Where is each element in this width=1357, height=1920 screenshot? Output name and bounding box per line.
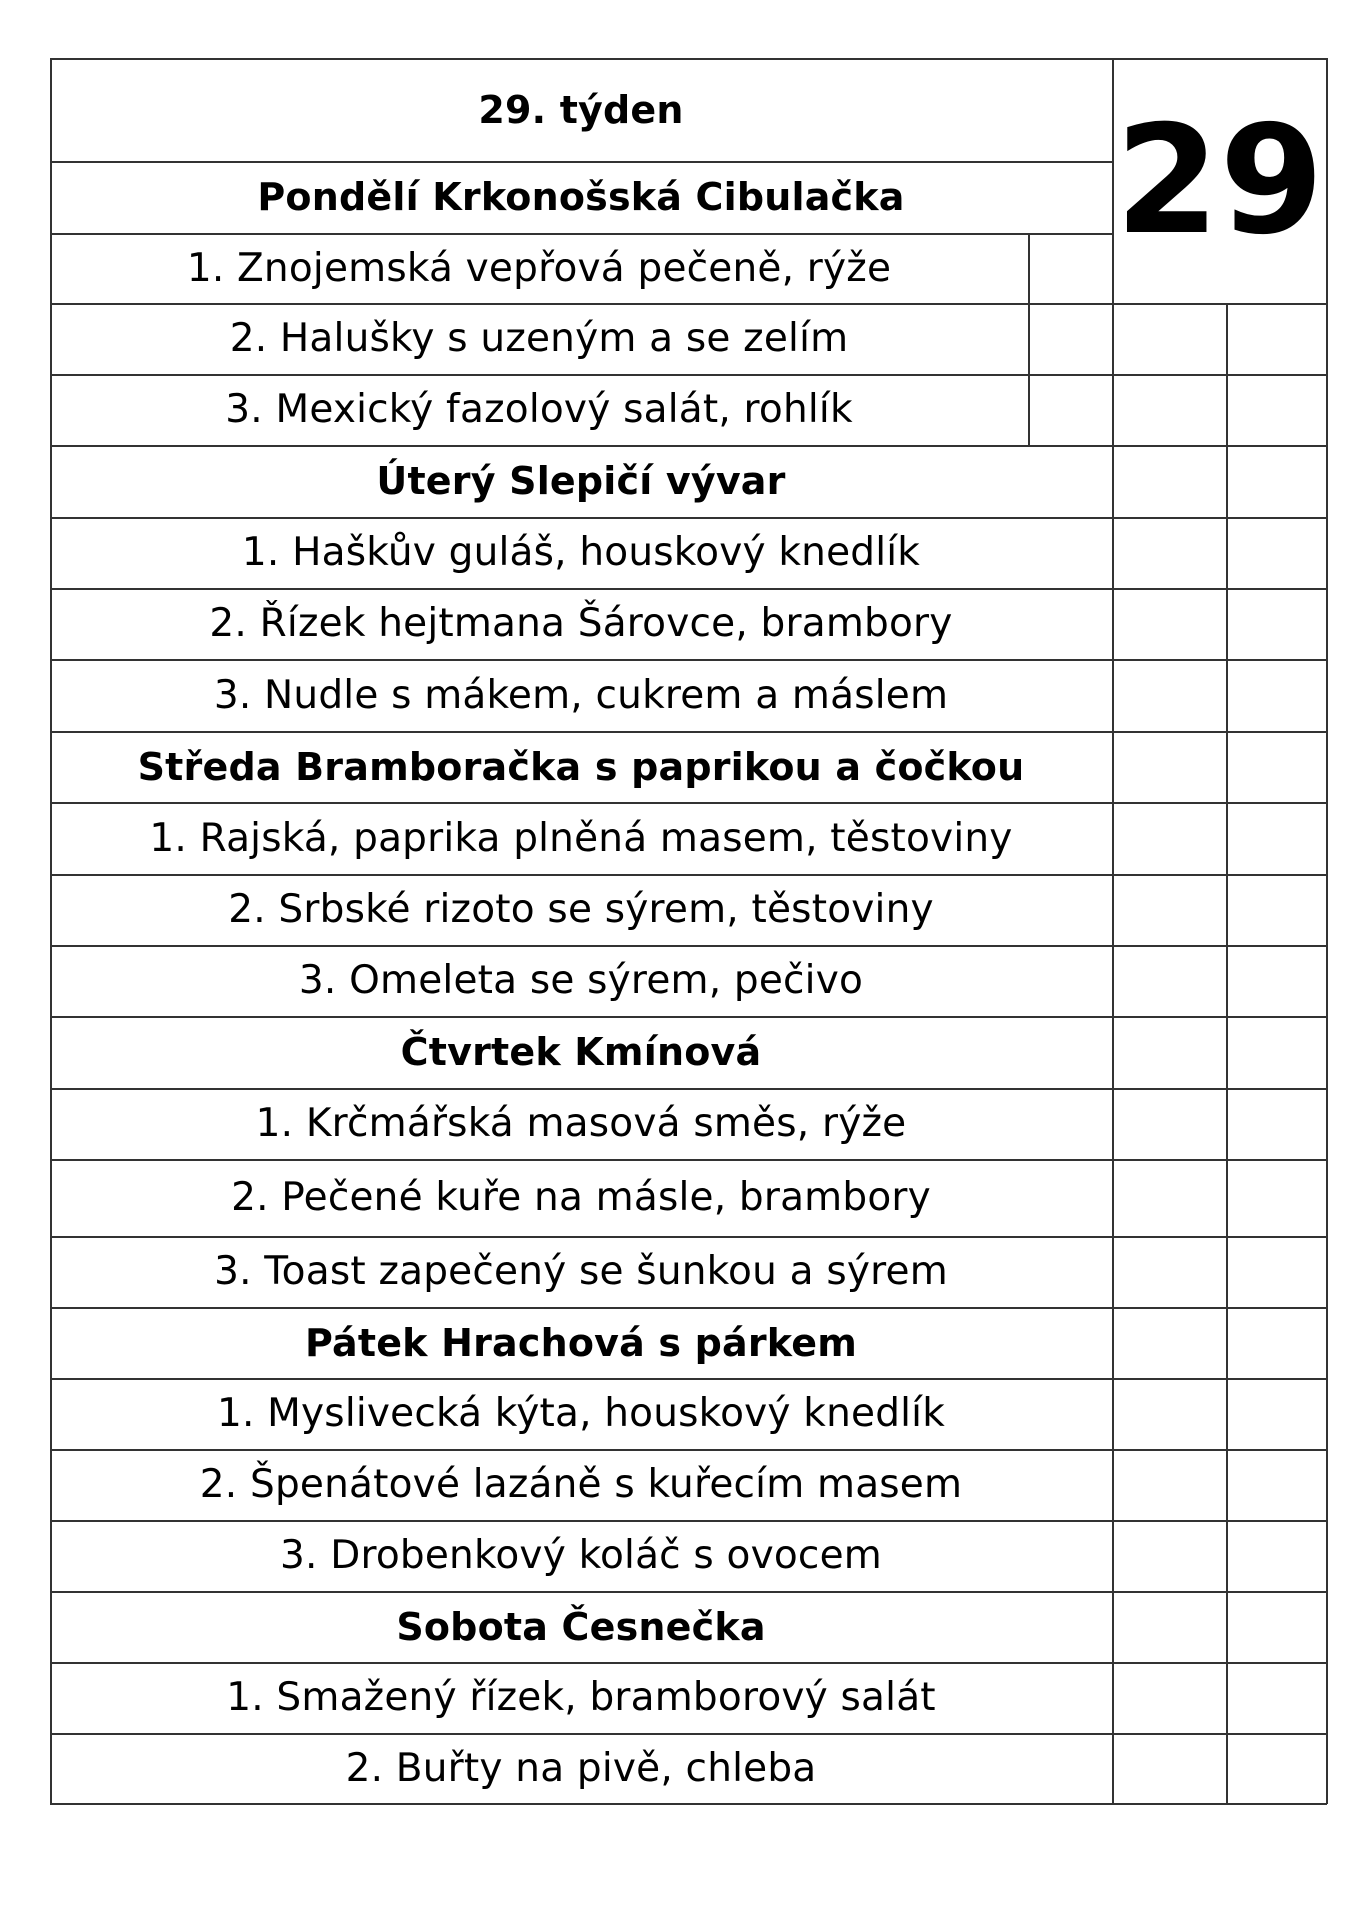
meal-item: 2. Pečené kuře na másle, brambory [231, 1175, 931, 1220]
meal-item: 3. Mexický fazolový salát, rohlík [225, 387, 853, 432]
day-soup-monday: Pondělí Krkonošská Cibulačka [257, 175, 905, 219]
meal-item: 2. Buřty na pivě, chleba [345, 1746, 817, 1791]
monday-checkbox-divider [1028, 233, 1030, 445]
day-soup-wednesday: Středa Bramboračka s paprikou a čočkou [137, 744, 1025, 789]
meal-item: 2. Halušky s uzeným a se zelím [229, 316, 849, 361]
meal-item: 3. Nudle s mákem, cukrem a máslem [213, 672, 949, 718]
meal-item: 1. Myslivecká kýta, houskový knedlík [216, 1391, 946, 1436]
menu-table [50, 58, 1327, 1804]
meal-item: 1. Krčmářská masová směs, rýže [255, 1101, 907, 1146]
day-soup-friday: Pátek Hrachová s párkem [304, 1320, 858, 1365]
meal-item: 2. Řízek hejtmana Šárovce, brambory [209, 601, 953, 646]
meal-item: 1. Znojemská vepřová pečeně, rýže [186, 245, 892, 291]
week-title: 29. týden [478, 87, 684, 132]
border-right [1326, 58, 1328, 1804]
day-soup-thursday: Čtvrtek Kmínová [400, 1030, 762, 1074]
meal-item: 1. Smažený řízek, bramborový salát [226, 1675, 936, 1720]
meal-item: 1. Rajská, paprika plněná masem, těstoviny [149, 815, 1013, 861]
meal-item: 3. Omeleta se sýrem, pečivo [298, 958, 864, 1003]
week-number: 29 [1115, 93, 1324, 268]
meal-item: 3. Drobenkový koláč s ovocem [280, 1533, 882, 1578]
meal-item: 2. Srbské rizoto se sýrem, těstoviny [228, 887, 934, 932]
checkbox-column-divider [1226, 303, 1228, 1804]
day-soup-saturday: Sobota Česnečka [396, 1604, 766, 1649]
column-divider [1112, 58, 1114, 1804]
meal-item: 2. Špenátové lazáně s kuřecím masem [199, 1462, 963, 1507]
meal-item: 3. Toast zapečený se šunkou a sýrem [214, 1249, 948, 1294]
day-soup-tuesday: Úterý Slepičí vývar [376, 459, 786, 503]
meal-item: 1. Haškův guláš, houskový knedlík [241, 530, 921, 575]
